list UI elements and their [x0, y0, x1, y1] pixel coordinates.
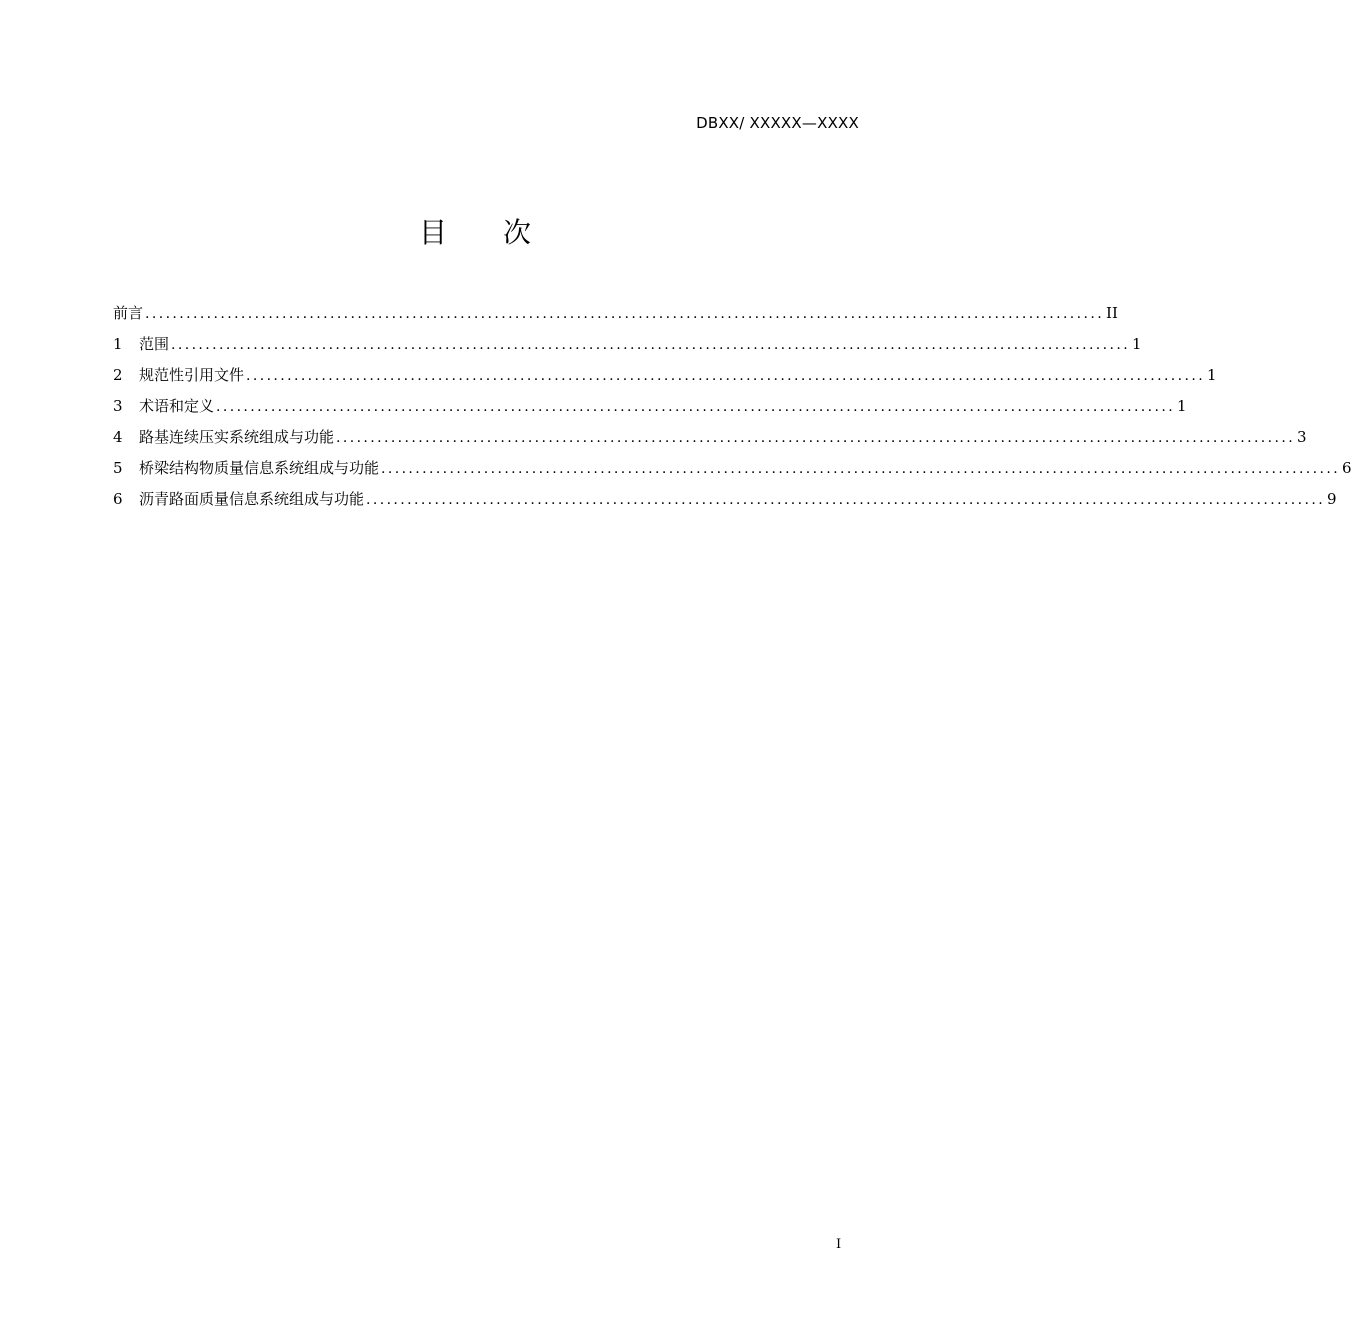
toc-entry-label: 范围: [139, 335, 170, 353]
page-number: I: [836, 1237, 842, 1252]
toc-entry-number: 2: [113, 366, 123, 384]
toc-entry-bridge-structure[interactable]: [113, 456, 1352, 487]
toc-entry-subgrade-compaction[interactable]: [113, 425, 1307, 456]
toc-dot-leader: ............................................................................................................................................: [145, 306, 1105, 322]
toc-entry-page: II: [1106, 304, 1118, 322]
toc-dot-leader: ............................................................................................................................................: [171, 337, 1131, 353]
toc-entry-number: 1: [113, 335, 123, 353]
table-of-contents: [113, 301, 1352, 518]
toc-entry-page: 6: [1342, 459, 1352, 477]
toc-entry-label: 术语和定义: [139, 397, 215, 415]
toc-entry-asphalt-pavement[interactable]: [113, 487, 1337, 518]
toc-entry-number: 5: [113, 459, 123, 477]
toc-entry-foreword[interactable]: [113, 301, 1118, 332]
toc-entry-label: 桥梁结构物质量信息系统组成与功能: [139, 459, 380, 477]
toc-entry-terms-definitions[interactable]: [113, 394, 1187, 425]
toc-dot-leader: ............................................................................................................................................: [216, 399, 1176, 415]
toc-entry-page: 1: [1207, 366, 1217, 384]
document-code: DBXX/ XXXXX—XXXX: [696, 114, 859, 132]
toc-entry-page: 1: [1177, 397, 1187, 415]
toc-entry-normative-references[interactable]: [113, 363, 1217, 394]
toc-title: 目次: [418, 216, 587, 249]
toc-entry-number: 6: [113, 490, 123, 508]
toc-dot-leader: ............................................................................................................................................: [381, 461, 1341, 477]
toc-entry-label: 前言: [113, 304, 144, 322]
toc-entry-label: 沥青路面质量信息系统组成与功能: [139, 490, 365, 508]
toc-entry-page: 9: [1327, 490, 1337, 508]
toc-entry-number: 3: [113, 397, 123, 415]
toc-entry-scope[interactable]: [113, 332, 1142, 363]
toc-entry-label: 路基连续压实系统组成与功能: [139, 428, 335, 446]
toc-dot-leader: ............................................................................................................................................: [246, 368, 1206, 384]
toc-dot-leader: ............................................................................................................................................: [336, 430, 1296, 446]
toc-entry-page: 1: [1132, 335, 1142, 353]
toc-entry-number: 4: [113, 428, 123, 446]
toc-entry-page: 3: [1297, 428, 1307, 446]
toc-dot-leader: ............................................................................................................................................: [366, 492, 1326, 508]
toc-entry-label: 规范性引用文件: [139, 366, 245, 384]
